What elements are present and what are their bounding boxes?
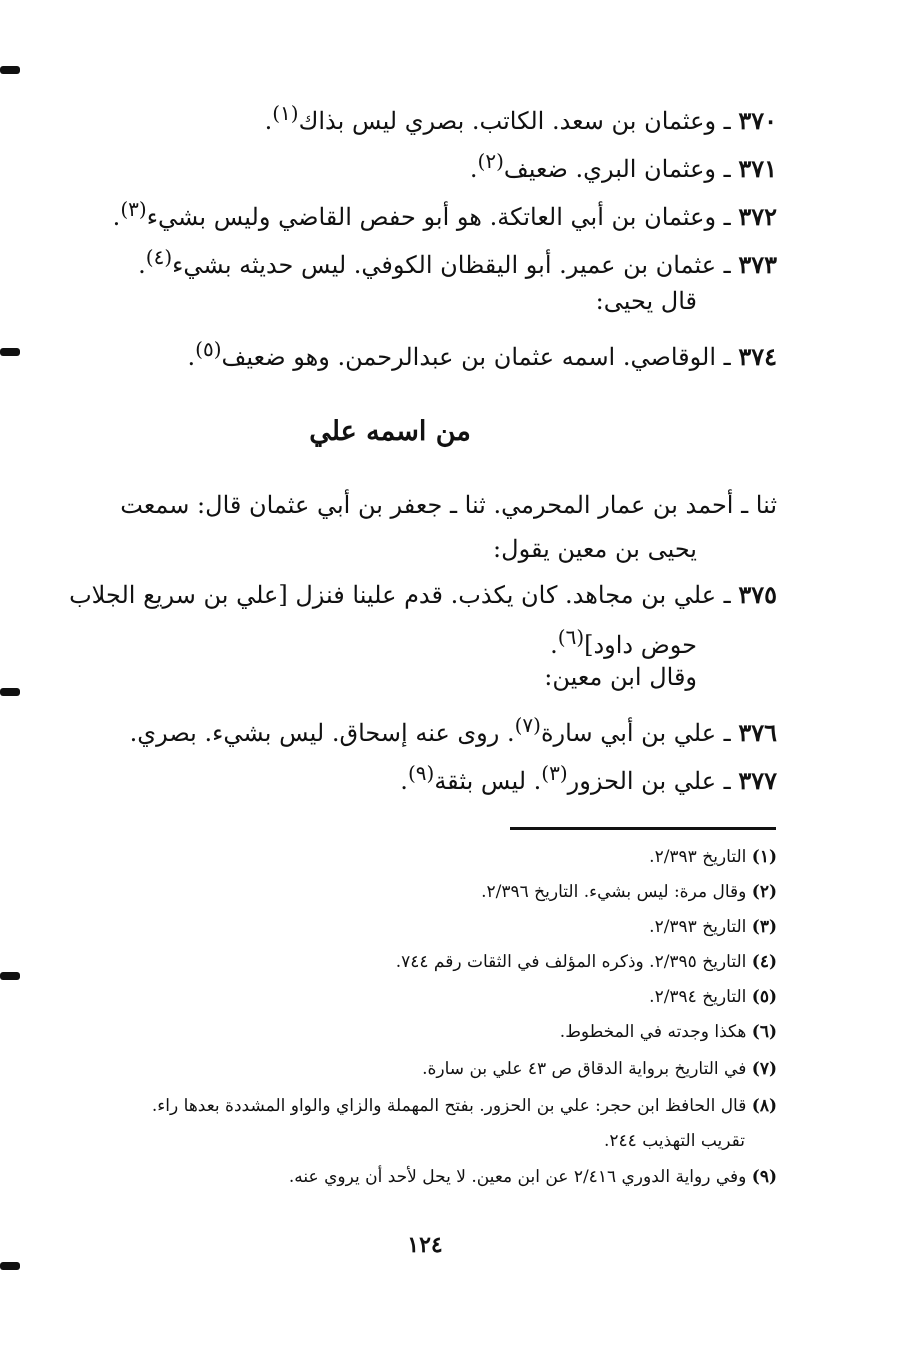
section-heading: من اسمه علي bbox=[309, 416, 471, 447]
entry-377: ٣٧٧ ـ علي بن الحزور$^{(٣)}$. ليس بثقة$^{(٩)}$. bbox=[400, 761, 777, 795]
qala-yahya: قال يحيى: bbox=[595, 287, 697, 315]
footnote: (٨) قال الحافظ ابن حجر: علي بن الحزور. بفتح المهملة والزاي والواو المشددة بعدها راء. bbox=[151, 1096, 777, 1116]
entry-371: ٣٧١ ـ وعثمان البري. ضعيف$^{(٢)}$. bbox=[469, 149, 777, 183]
footnote-separator bbox=[510, 827, 776, 830]
entry-370: ٣٧٠ ـ وعثمان بن سعد. الكاتب. بصري ليس بذاك$^{(١)}$. bbox=[264, 101, 777, 135]
isnad-line: يحيى بن معين يقول: bbox=[493, 535, 697, 563]
margin-mark bbox=[0, 66, 20, 74]
entry-372: ٣٧٢ ـ وعثمان بن أبي العاتكة. هو أبو حفص القاضي وليس بشيء$^{(٣)}$. bbox=[112, 197, 777, 231]
footnote: (٢) وقال مرة: ليس بشيء. التاريخ ٢/٣٩٦. bbox=[481, 882, 777, 902]
margin-mark bbox=[0, 972, 20, 980]
footnote: (٦) هكذا وجدته في المخطوط. bbox=[559, 1022, 777, 1042]
entry-374: ٣٧٤ ـ الوقاصي. اسمه عثمان بن عبدالرحمن. وهو ضعيف$^{(٥)}$. bbox=[187, 337, 777, 371]
entry-375-continuation: حوض داود]$^{(٦)}$. bbox=[550, 625, 697, 659]
entry-373: ٣٧٣ ـ عثمان بن عمير. أبو اليقظان الكوفي. ليس حديثه بشيء$^{(٤)}$. bbox=[138, 245, 777, 279]
margin-mark bbox=[0, 348, 20, 356]
footnote: (٤) التاريخ ٢/٣٩٥. وذكره المؤلف في الثقات رقم ٧٤٤. bbox=[395, 952, 777, 972]
margin-mark bbox=[0, 1262, 20, 1270]
entry-375: ٣٧٥ ـ علي بن مجاهد. كان يكذب. قدم علينا فنزل [علي بن سريع الجلاب bbox=[69, 580, 777, 609]
footnote-continuation: تقريب التهذيب ٢٤٤. bbox=[604, 1131, 745, 1151]
isnad-line: ثنا ـ أحمد بن عمار المحرمي. ثنا ـ جعفر بن أبي عثمان قال: سمعت bbox=[120, 491, 777, 519]
footnote: (٥) التاريخ ٢/٣٩٤. bbox=[649, 987, 777, 1007]
margin-mark bbox=[0, 688, 20, 696]
footnote: (٣) التاريخ ٢/٣٩٣. bbox=[649, 917, 777, 937]
footnote: (٧) في التاريخ برواية الدقاق ص ٤٣ علي بن سارة. bbox=[422, 1059, 777, 1079]
entry-376: ٣٧٦ ـ علي بن أبي سارة$^{(٧)}$. روى عنه إسحاق. ليس بشيء. بصري. bbox=[129, 713, 777, 747]
footnote: (٩) وفي رواية الدوري ٢/٤١٦ عن ابن معين. لا يحل لأحد أن يروي عنه. bbox=[288, 1167, 777, 1187]
footnote: (١) التاريخ ٢/٣٩٣. bbox=[649, 847, 777, 867]
page-number: ١٢٤ bbox=[407, 1232, 443, 1258]
qala-ibn-main: وقال ابن معين: bbox=[544, 663, 697, 691]
